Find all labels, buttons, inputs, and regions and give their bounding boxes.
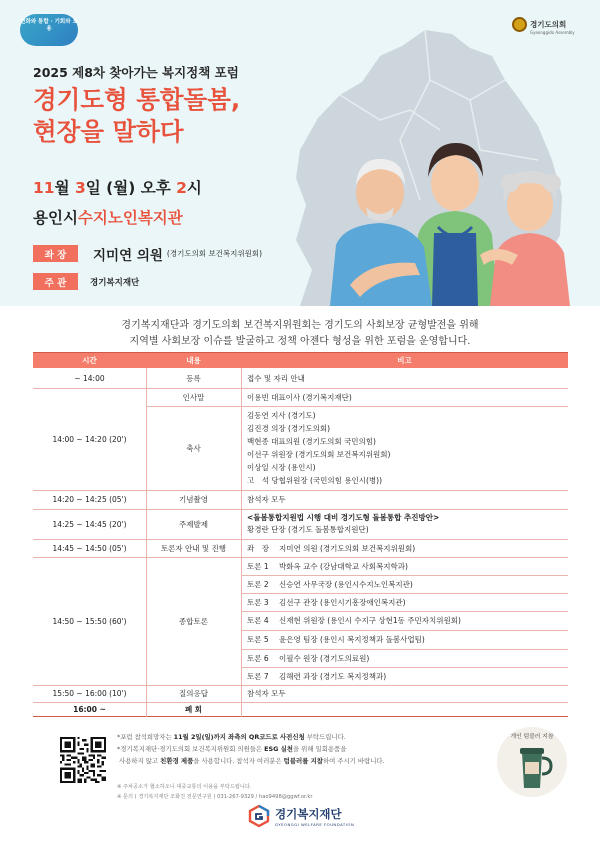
notice-text: *포럼 참석희망자는 (117, 733, 174, 741)
date-hour-unit: 시 (186, 179, 202, 197)
notice-text: 을 위해 일회용품을 (292, 745, 347, 753)
assembly-name: 경기도의회 (530, 19, 567, 29)
notice-emphasis: 친환경 제품 (160, 757, 194, 765)
panelist-name: 신재현 위원장 (용인시 수지구 상현1동 주민자치위원회) (279, 616, 461, 625)
notice-small (117, 782, 477, 802)
notice-parking: ※ 주차공소가 협소하오니 대중교통의 이용을 부탁드립니다. (117, 784, 252, 790)
notice-text: 사용하지 않고 (119, 757, 161, 765)
notice-text: 을 사용합니다. 참석자 여러분은 (193, 757, 284, 765)
row8-content: 질의응답 (179, 689, 208, 698)
notice-block (117, 731, 477, 767)
tumbler-caption: 개인 텀블러 지참 (510, 734, 554, 740)
header-time: 시간 (33, 353, 146, 368)
notice-emphasis: ESG 실천 (264, 745, 293, 753)
assembly-name-en: Gyeonggido Assembly (530, 30, 575, 35)
panelist-label: 토론 6 (247, 653, 269, 663)
date-day-unit: 일 (85, 179, 101, 197)
foundation-name: 경기복지재단 (275, 806, 342, 821)
venue-name: 수지노인복지관 (77, 209, 183, 227)
row4-time: 14:20 ~ 14:25 (05') (52, 495, 127, 504)
panelist-label: 토론 3 (247, 597, 269, 607)
congrat-speaker: 고 석 당협위원장 (국민의힘 용인시(병)) (247, 476, 383, 485)
row5-content: 주제발제 (179, 519, 208, 529)
assembly-logo (512, 16, 575, 35)
row6-time: 14:45 ~ 14:50 (05') (52, 543, 127, 553)
forum-subtitle: 2025 제8차 찾아가는 복지정책 포럼 (33, 65, 239, 80)
congrat-speaker: 백현종 대표의원 (경기도의회 국민의힘) (247, 437, 376, 446)
intro-text (0, 318, 600, 350)
panelist-row (241, 611, 568, 630)
row1-content: 등록 (186, 373, 201, 383)
row9-time: 16:00 ~ (73, 705, 106, 714)
row5-time: 14:25 ~ 14:45 (20') (52, 519, 127, 529)
notice-text: *경기복지재단·경기도의회 보건복지위원회 의원들은 (117, 745, 265, 753)
footer-logo (248, 805, 354, 827)
title-line-1: 경기도형 통합돌봄, (33, 85, 241, 114)
row4-remark: 참석자 모두 (247, 495, 286, 504)
host-name: 경기복지재단 (90, 277, 140, 288)
congrat-speaker: 김진경 의장 (경기도의회) (247, 424, 331, 433)
panelist-row (241, 557, 568, 575)
row3-remark-list (247, 409, 390, 487)
row3-content: 축사 (186, 443, 201, 453)
chair-person: 지미연 의원 (경기도의회 보건복지위원회) (279, 543, 416, 553)
panelist-label: 토론 2 (247, 579, 269, 589)
row7-content: 종합토론 (179, 616, 208, 626)
host-tag: 주 관 (33, 273, 78, 290)
congrat-speaker: 이선구 위원장 (경기도의회 보건복지위원회) (247, 450, 391, 459)
registration-qr-code[interactable] (60, 737, 106, 783)
row2-3-time: 14:00 ~ 14:20 (20') (52, 434, 127, 444)
hero-section (0, 0, 600, 306)
panelist-name: 이필수 원장 (경기도의료원) (279, 653, 370, 663)
header-remark: 비고 (241, 353, 568, 368)
panelist-row (241, 667, 568, 685)
foundation-name-en: GYEONGGI WELFARE FOUNDATION (275, 821, 355, 827)
panelist-row (241, 575, 568, 593)
people-illustration (320, 125, 590, 306)
row2-content: 인사말 (182, 392, 205, 402)
congrat-speaker: 김동연 지사 (경기도) (247, 411, 316, 420)
header-content: 내용 (146, 353, 241, 368)
row8-remark: 참석자 모두 (247, 689, 286, 698)
panelist-name: 윤은영 팀장 (용인시 복지정책과 돌봄사업팀) (279, 635, 425, 644)
chair-tag: 좌 장 (33, 245, 78, 262)
chair-name: 지미연 의원 (93, 247, 163, 264)
chair-affiliation: (경기도의회 보건복지위원회) (166, 249, 263, 258)
date-hour: 2 (176, 179, 187, 197)
event-datetime (33, 176, 202, 198)
chair-label: 좌 장 (247, 543, 269, 553)
date-day: 3 (74, 179, 86, 197)
notice-emphasis: 11월 2일(일)까지 좌측의 QR코드로 사전신청 (173, 733, 305, 741)
panelist-row (241, 593, 568, 611)
keynote-topic: <돌봄통합지원법 시행 대비 경기도형 돌봄통합 추진방안> (247, 513, 440, 522)
title-line-2: 현장을 말하다 (33, 117, 184, 146)
date-weekday: (월) (106, 179, 136, 197)
event-venue (33, 206, 183, 228)
row6-remark (241, 539, 568, 557)
date-month-unit: 월 (54, 179, 70, 197)
notice-registration (117, 731, 477, 743)
date-month: 11 (33, 179, 55, 197)
panelist-name: 신승연 사무국장 (용인시수지노인복지관) (279, 579, 413, 589)
foundation-logo-icon (248, 805, 270, 827)
row2-remark: 이용빈 대표이사 (경기복지재단) (247, 392, 352, 402)
date-ampm: 오후 (140, 179, 171, 197)
keynote-speaker: 황경란 단장 (경기도 돌봄통합지원단) (247, 525, 369, 534)
panelist-label: 토론 5 (247, 635, 269, 644)
host-row (33, 273, 139, 290)
notice-text: 하여 주시기 바랍니다. (322, 757, 385, 765)
notice-contact: ※ 문의 ( 경기복지재단 조화진 전문연구원 ) 031-267-9329 / hao9498@ggwf.or.kr (117, 794, 313, 800)
welfare-logo: 변화와 통합 · 기회와 포용 (20, 14, 78, 46)
congrat-speaker: 이상일 시장 (용인시) (247, 463, 316, 472)
chair-row (33, 245, 262, 262)
venue-prefix: 용인시 (33, 209, 78, 227)
panelist-row (241, 649, 568, 667)
notice-emphasis: 텀블러를 지참 (283, 757, 323, 765)
row4-content: 기념촬영 (179, 495, 208, 504)
forum-title (33, 84, 240, 148)
panelist-name: 김해련 과장 (경기도 복지정책과) (279, 671, 387, 681)
intro-line-2: 지역별 사회보장 이슈를 발굴하고 정책 아젠다 형성을 위한 포럼을 운영합니다. (129, 336, 471, 347)
panelist-name: 박화옥 교수 (강남대학교 사회복지학과) (279, 561, 408, 571)
intro-line-1: 경기복지재단과 경기도의회 보건복지위원회는 경기도의 사회보장 균형발전을 위해 (121, 320, 479, 331)
panelist-label: 토론 4 (247, 616, 269, 625)
panelist-name: 김선구 관장 (용인시기흥장애인복지관) (279, 597, 406, 607)
notice-text: 부탁드립니다. (304, 733, 346, 741)
row8-time: 15:50 ~ 16:00 (10') (52, 689, 127, 698)
row5-remark (247, 512, 439, 536)
panelist-label: 토론 7 (247, 671, 269, 681)
panelist-label: 토론 1 (247, 561, 269, 571)
panelist-row (241, 630, 568, 649)
row1-remark: 접수 및 자리 안내 (247, 373, 305, 383)
row6-content: 토론자 안내 및 진행 (160, 543, 227, 553)
notice-esg (117, 743, 477, 755)
schedule-table (33, 352, 568, 717)
notice-tumbler (117, 755, 477, 767)
footer-text (275, 806, 354, 827)
row7-time: 14:50 ~ 15:50 (60') (52, 616, 127, 626)
row1-time: ~ 14:00 (74, 373, 105, 383)
assembly-seal-icon (512, 17, 527, 32)
row9-content: 폐 회 (184, 705, 203, 714)
